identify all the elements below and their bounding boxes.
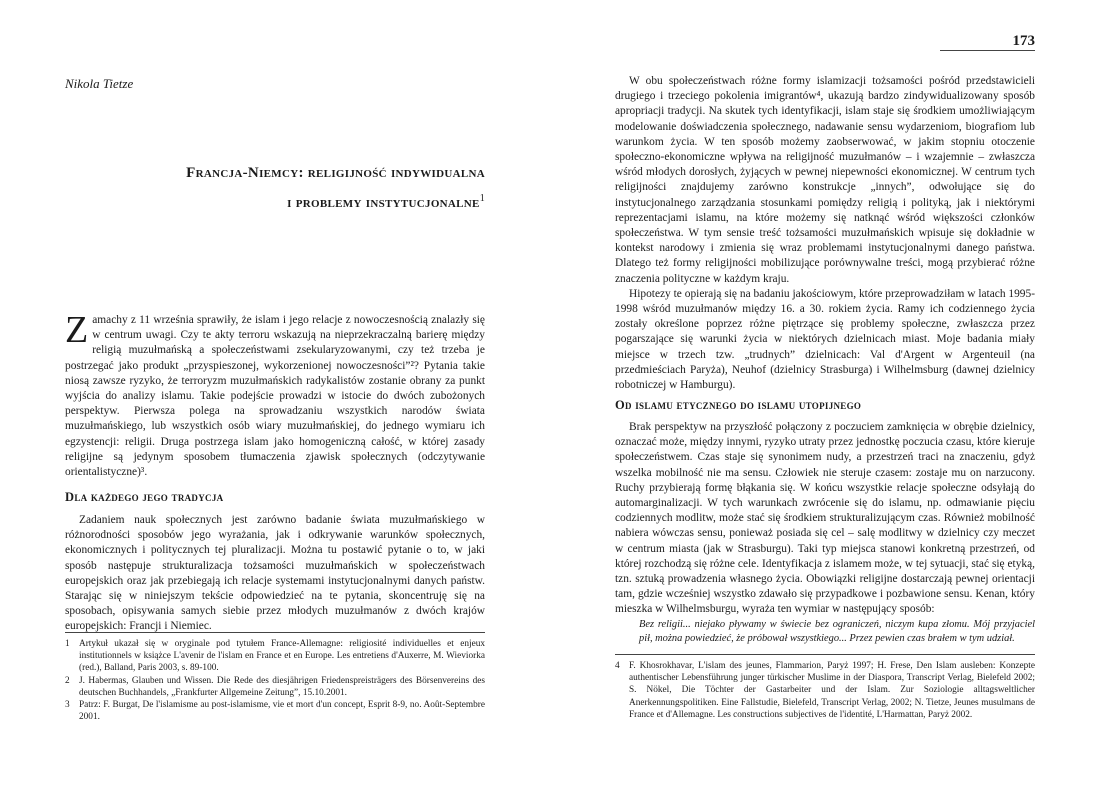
section-1-paragraph: Zadaniem nauk społecznych jest zarówno badanie świata muzułmańskiego w różnorodności sposobów jego wyrażania, jak i odkrywanie warunków społecznych, ekonomicznych i politycznych tej pluralizacji. Można tu postawić pytanie o to, w jaki sposób następuje strukturalizacja tożsamości muzułmańskich w społeczeństwach europejskich oraz jak przebiegają ich relacje systemami instytucjonalnymi danych państw. Starając się w niniejszym tekście odpowiedzieć na te pytania, skoncentruję się na sposobach, opisywania samych siebie przez młodych muzułmanów z dwóch krajów europejskich: Francji i Niemiec.	[65, 514, 485, 633]
section-2-paragraph: Brak perspektyw na przyszłość połączony z poczuciem zamknięcia w obrębie dzielnicy, oznaczać może, między innymi, ryzyko utraty przez jednostkę poczucia czasu, które kieruje społeczeństwem. Czas staje się synonimem nudy, a przestrzeń traci na znaczeniu, gdyż wszelka mobilność nie ma sensu. Człowiek nie steruje czasem: zostaje mu on narzucony. Ruchy przybierają formę błąkania się. W końcu wszystkie relacje społeczne odsyłają do automarginalizacji. W tych warunkach zwrócenie się do islamu, np. odmawianie pięciu codziennych modlitw, może stać się środkiem strukturalizującym czas. Również mobilność nabiera wówczas sensu, ponieważ posiada się cel – salę modlitwy w dzielnicy czy meczet w centrum miasta (jak w Strasburgu). Taki typ miejsca stanowi konkretną przestrzeń, od której rozchodzą się różne cele. Identyfikacja z islamem może, w tej sytuacji, stać się etyką, tzn. sztuką prowadzenia własnego życia. Obowiązki religijne dostarczają pewnej orientacji tam, gdzie wcześniej wszystko zdawało się przypadkowe i pozbawione sensu. Kenan, który mieszka w Wilhelmsburgu, wyraża ten wymiar w następujący sposób:	[615, 421, 1035, 616]
right-body-top	[615, 74, 1035, 393]
right-page	[555, 0, 1100, 786]
footnote-number: 2	[65, 675, 70, 686]
footnote-number: 4	[615, 661, 620, 671]
footnote-divider	[615, 654, 1035, 655]
right-paragraph-2: Hipotezy te opierają się na badaniu jakościowym, które przeprowadziłam w latach 1995-1998 wśród muzułmanów między 16. a 30. rokiem życia. Ramy ich codziennego życia zostały określone poprzez różne piętrzące się problemy społeczne, zwłaszcza przez pogarszające się warunki życia w niektórych dzielnicach miast. Moje badania miały miejsce w trzech tzw. „trudnych” dzielnicach: Val d'Argent w Argenteuil (na przedmieściach Paryża), Neuhof (dzielnicy Strasburga) i Wilhelmsburg (dawnej dzielnicy robotniczej w Hamburgu).	[615, 287, 1035, 392]
chapter-title-line-1: Francja-Niemcy: religijność indywidualna	[186, 165, 485, 181]
footnote-number: 3	[65, 700, 70, 711]
right-paragraph-1: W obu społeczeństwach różne formy islamizacji tożsamości pośród przedstawicieli drugiego i trzeciego pokolenia imigrantów⁴, ukazują bardzo zindywidualizowany sposób apropriacji tradycji. Na skutek tych identyfikacji, islam staje się środkiem umożliwiającym modelowanie doświadczenia społecznego, nadawanie sensu wydarzeniom, biografiom lub warunkom życia. W ten sposób możemy zaobserwować, w jakim stopniu otoczenie społeczno-ekonomiczne wpływa na religijność muzułmanów – i wzajemnie – zwłaszcza wśród młodych dorosłych, żyjących w pewnej niepewności ekonomicznej. W centrum tych religijności znajdujemy zarówno konstrukcje „innych”, odwołujące się do instytucjonalnego zarządzania stosunkami pomiędzy religią i polityką, jak i niektórymi reprezentacjami islamu, na które możemy się natknąć wśród większości członków społeczeństwa. W tym sensie treść tożsamości muzułmańskich wpisuje się dokładnie w kontekst narodowy i zmienia się wraz problemami instytucjonalnymi danego państwa. Dlatego też formy religijności mobilizujące porównywalne treści, mogą przybierać różne znaczenia polityczne w każdym kraju.	[615, 75, 1035, 285]
footnotes-left	[65, 638, 485, 723]
footnote-text: J. Habermas, Glauben und Wissen. Die Rede des diesjährigen Friedenspreisträgers des Börsenvereins des deutschen Buchhandels, „Frankfurter Allgemeine Zeitung”, 15.10.2001.	[79, 675, 485, 698]
section-2-body	[615, 420, 1035, 618]
chapter-title-line-2: i problemy instytucjonalne	[287, 195, 480, 211]
footnote-text: Artykuł ukazał się w oryginale pod tytułem France-Allemagne: religiosité individuelles et enjeux institutionnels w książce L'avenir de l'islam en France et en Europe. Les entretiens d'Auxerre, M. Wieviorka (red.), Balland, Paris 2003, s. 89-100.	[79, 639, 485, 674]
footnotes-right	[615, 660, 1035, 721]
section-1-body	[65, 513, 485, 635]
footnote-3	[65, 699, 485, 723]
left-page	[0, 0, 545, 786]
intro-text: amachy z 11 września sprawiły, że islam i jego relacje z nowoczesnością znalazły się w centrum uwagi. Czy te akty terroru wskazują na nieprzekraczalną barierę między religią muzułmańską a społeczeństwami zsekularyzowanymi, czy też trzeba je postrzegać jako produkt „przyspieszonej, wykorzenionej nowoczesności”²? Pytania takie niosą zawsze ryzyko, że terroryzm muzułmańskich radykalistów zostanie obrany za punkt wyjścia do analizy islamu. Takie podejście prowadzi w istocie do dwóch zubożonych perspektyw. Pierwsza polega na sprowadzaniu wszystkich narodów świata muzułmańskiego, lub wszystkich osób wiary muzułmańskiej, do jednego wymiaru ich egzystencji: religii. Druga postrzega islam jako homogeniczną całość, w której zasady religijne są jedynym sposobem tłumaczenia zjawisk społecznych (odczytywanie orientalistyczne)³.	[65, 314, 485, 479]
page-number-rule	[940, 50, 1035, 51]
dropcap-letter: Z	[65, 309, 89, 351]
chapter-title	[65, 160, 485, 216]
footnote-divider	[65, 632, 485, 633]
footnote-number: 1	[65, 639, 70, 649]
intro-paragraph	[65, 309, 485, 480]
footnote-1	[65, 638, 485, 675]
chapter-title-line-2-wrap	[65, 186, 485, 216]
footnote-ref-1[interactable]: 1	[479, 193, 485, 204]
page-number: 173	[1012, 33, 1035, 49]
section-heading-2: Od islamu etycznego do islamu utopijnego	[615, 398, 862, 412]
interview-quote: Bez religii... niejako pływamy w świecie bez ograniczeń, niczym kupa złomu. Mój przyjaciel pił, można powiedzieć, że próbował wszystkiego... Przez pewien czas brałem w tym udział.	[639, 619, 1035, 644]
author-name: Nikola Tietze	[65, 76, 134, 91]
footnote-2	[65, 675, 485, 699]
section-heading-1: Dla każdego jego tradycja	[65, 490, 224, 504]
footnote-text: Patrz: F. Burgat, De l'islamisme au post-islamisme, vie et mort d'un concept, Esprit 8-9, no. Août-Septembre 2001.	[79, 700, 485, 723]
footnote-text: F. Khosrokhavar, L'islam des jeunes, Flammarion, Paryż 1997; H. Frese, Den Islam ausleben: Konzepte authentischer Lebensführung junger türkischer Muslime in der Diaspora, Transcript Verlag, Bielefeld 2002; S. Nökel, Die Töchter der Gastarbeiter und der Islam. Zur Soziologie alltagsweltlicher Anerkennungspolitiken. Eine Fallstudie, Bielefeld, Transcript Verlag, 2002; N. Tietze, Jeunes musulmans de France et d'Allemagne. Les constructions subjectives de l'identité, L'Harmattan, Paryż 2002.	[629, 661, 1035, 720]
footnote-4	[615, 660, 1035, 721]
